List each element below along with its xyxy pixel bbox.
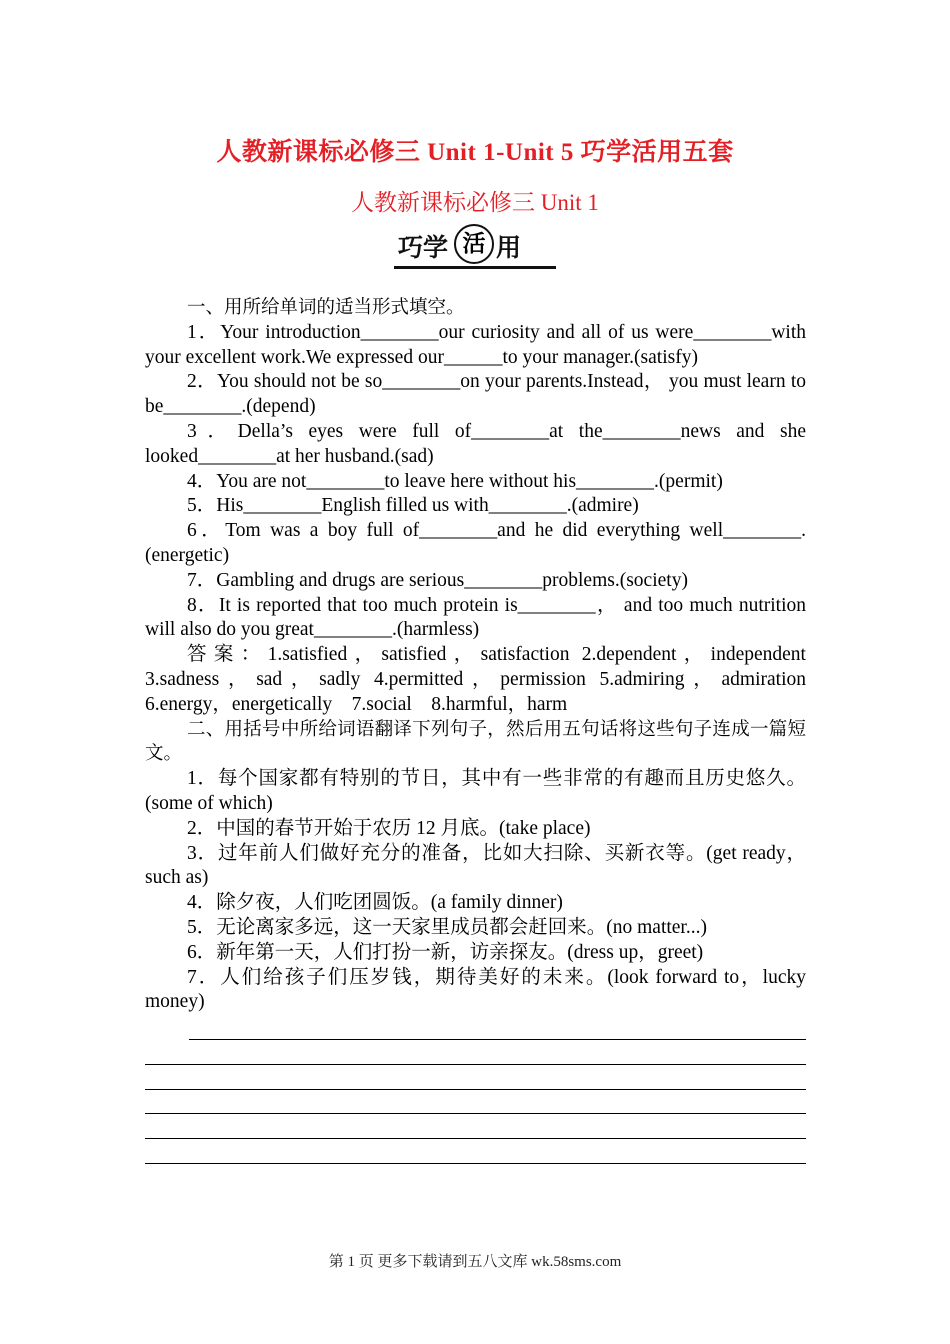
writing-line: [145, 1139, 806, 1164]
section1-heading: 一、用所给单词的适当形式填空。: [187, 297, 465, 318]
section2-heading: 二、用括号中所给词语翻译下列句子，然后用五句话将这些句子连成一篇短文。: [145, 718, 806, 765]
exercise-item: 7．Gambling and drugs are serious________problems.(society): [187, 569, 688, 591]
translation-item: 5．无论离家多远，这一天家里成员都会赶回来。(no matter...): [187, 916, 707, 938]
exercise-item: 8．It is reported that too much protein is________， and too much nutrition will also do you great________.(harmless): [145, 594, 806, 641]
translation-item: 1．每个国家都有特别的节日，其中有一些非常的有趣而且历史悠久。(some of which): [145, 768, 806, 814]
answer-text: 1.satisfied，satisfied，satisfaction 2.dependent，independent 3.sadness，sad，sadly 4.permitted，permission 5.admiring，admiration: [145, 644, 806, 690]
exercise-item: 1．Your introduction________our curiosity and all of us were________with your excellent work.We expressed our______to your manager.(satisfy): [145, 321, 806, 368]
exercise-item: 5．His________English filled us with________.(admire): [187, 495, 639, 517]
document-title: 人教新课标必修三 Unit 1-Unit 5 巧学活用五套: [216, 139, 734, 166]
unit-subtitle: 人教新课标必修三 Unit 1: [351, 190, 599, 215]
writing-line: [145, 1040, 806, 1065]
exercise-item: 3．Della’s eyes were full of________at the________news and she looked________at her husband.(sad): [145, 420, 806, 467]
exercise-item: 4．You are not________to leave here without his________.(permit): [187, 470, 723, 492]
answer-block: [145, 643, 806, 693]
translation-item: 6．新年第一天，人们打扮一新，访亲探友。(dress up，greet): [187, 941, 704, 963]
translation-item: 7．人们给孩子们压岁钱，期待美好的未来。(look forward to，lucky money): [145, 966, 806, 1013]
writing-line: [189, 1015, 806, 1040]
page-footer: 第 1 页 更多下载请到五八文库 wk.58sms.com: [328, 1254, 622, 1270]
document-body: [145, 296, 806, 1164]
logo-underline: [394, 266, 556, 269]
exercise-item: 6．Tom was a boy full of________and he did everything well________.(energetic): [145, 520, 806, 566]
logo-text-left: 巧学: [398, 233, 449, 262]
exercise-item: 2．You should not be so________on your parents.Instead， you must learn to be________.(depend): [145, 371, 806, 418]
translation-item: 4．除夕夜，人们吃团圆饭。(a family dinner): [187, 892, 563, 914]
qiao-xue-huo-yong-logo: [394, 224, 556, 270]
writing-line: [145, 1114, 806, 1139]
answer-last-line: 6.energy，energetically 7.social 8.harmful，harm: [145, 693, 568, 715]
translation-item: 2．中国的春节开始于农历 12 月底。(take place): [187, 817, 591, 839]
logo-text-right: 用: [496, 233, 522, 262]
logo-circle-char: 活: [454, 224, 494, 264]
answer-label: 答案：: [187, 644, 268, 666]
writing-line: [145, 1090, 806, 1115]
writing-line: [145, 1065, 806, 1090]
translation-item: 3．过年前人们做好充分的准备，比如大扫除、买新衣等。(get ready，such as): [145, 842, 806, 889]
